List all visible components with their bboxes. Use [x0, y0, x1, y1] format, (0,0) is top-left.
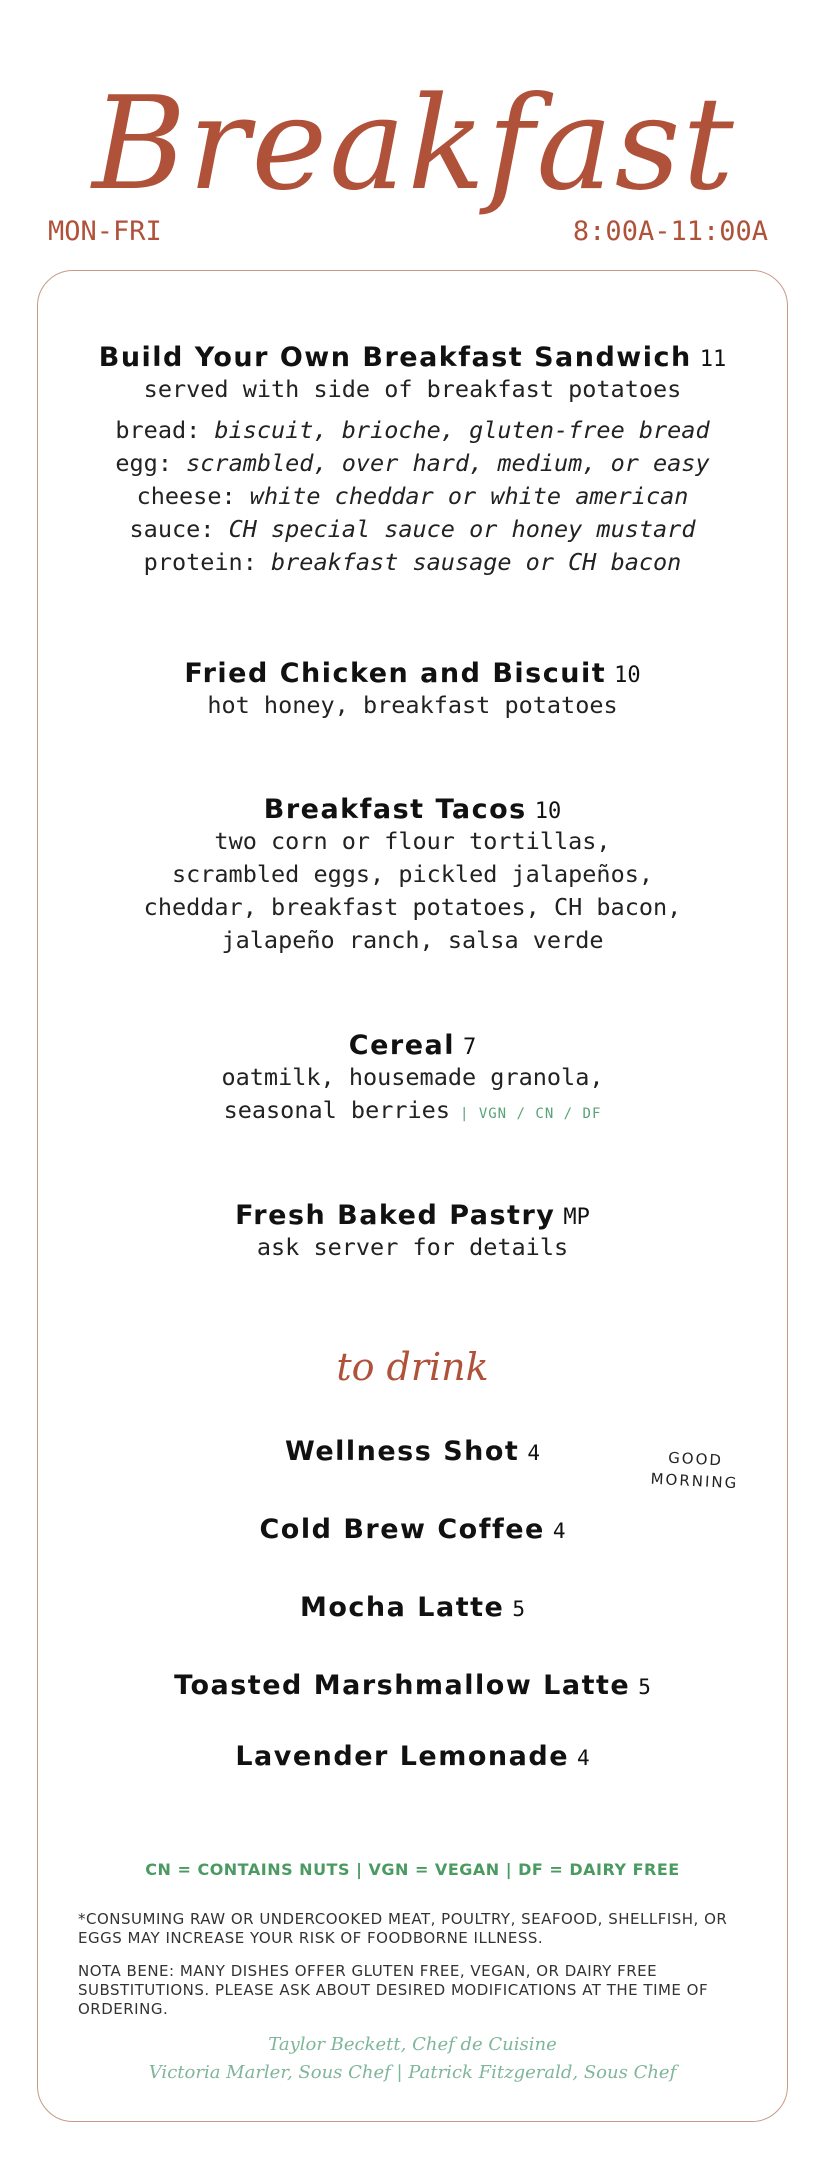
item-price: 11: [699, 347, 727, 372]
chef-credit: Taylor Beckett, Chef de Cuisine: [268, 2034, 557, 2055]
option-row: cheese: white cheddar or white american: [136, 482, 689, 510]
sous-chef-credit: Victoria Marler, Sous Chef | Patrick Fitzgerald, Sous Chef: [148, 2062, 677, 2083]
diet-legend: CN = CONTAINS NUTS | VGN = VEGAN | DF = DAIRY FREE: [145, 1860, 680, 1879]
service-hours: 8:00A-11:00A: [572, 216, 768, 247]
option-row: bread: biscuit, brioche, gluten-free bread: [115, 416, 710, 444]
menu-item-pastry: [37, 1200, 788, 1264]
item-price: 7: [462, 1035, 477, 1060]
item-price: MP: [563, 1205, 590, 1230]
item-title: Fresh Baked Pastry MP: [235, 1200, 590, 1231]
item-price: 10: [534, 799, 562, 824]
drink-item: Toasted Marshmallow Latte 5: [174, 1670, 651, 1701]
option-row: sauce: CH special sauce or honey mustard: [129, 515, 696, 543]
good-morning-stamp: GOOD MORNING: [650, 1448, 739, 1493]
item-title: Breakfast Tacos 10: [263, 794, 562, 825]
menu-item-tacos: [37, 794, 788, 957]
item-description: served with side of breakfast potatoes: [143, 375, 682, 403]
menu-item-fried-chicken: [37, 658, 788, 722]
item-price: 10: [614, 663, 641, 688]
item-title: Cereal 7: [348, 1030, 477, 1061]
drink-item: Mocha Latte 5: [300, 1592, 525, 1623]
item-description: oatmilk, housemade granola, seasonal berries | VGN / CN / DF: [221, 1063, 604, 1124]
drinks-heading: to drink: [336, 1345, 489, 1389]
food-safety-warning: *CONSUMING RAW OR UNDERCOOKED MEAT, POULTRY, SEAFOOD, SHELLFISH, OR EGGS MAY INCREASE YOUR RISK OF FOODBORNE ILLNESS.: [78, 1910, 728, 1947]
option-row: protein: breakfast sausage or CH bacon: [143, 548, 682, 576]
drink-item: Lavender Lemonade 4: [235, 1741, 590, 1772]
item-description: two corn or flour tortillas, scrambled eggs, pickled jalapeños, cheddar, breakfast potatoes, CH bacon, jalapeño ranch, salsa verde: [143, 827, 682, 954]
drink-item: Wellness Shot 4: [285, 1436, 540, 1467]
menu-item-sandwich: [37, 342, 788, 579]
menu-item-cereal: [37, 1030, 788, 1131]
sandwich-options: [37, 414, 788, 579]
item-title: Fried Chicken and Biscuit 10: [184, 658, 641, 689]
item-description: hot honey, breakfast potatoes: [207, 691, 618, 719]
option-row: egg: scrambled, over hard, medium, or easy: [115, 449, 710, 477]
diet-tags: | VGN / CN / DF: [459, 1106, 602, 1122]
drink-item: Cold Brew Coffee 4: [259, 1514, 566, 1545]
menu-title: Breakfast: [92, 70, 736, 219]
item-description: ask server for details: [256, 1233, 569, 1261]
service-days: MON-FRI: [48, 216, 162, 247]
nota-bene: NOTA BENE: MANY DISHES OFFER GLUTEN FREE, VEGAN, OR DAIRY FREE SUBSTITUTIONS. PLEASE ASK ABOUT DESIRED MODIFICATIONS AT THE TIME OF ORDERING.: [78, 1962, 709, 2018]
item-title: Build Your Own Breakfast Sandwich 11: [98, 342, 727, 373]
